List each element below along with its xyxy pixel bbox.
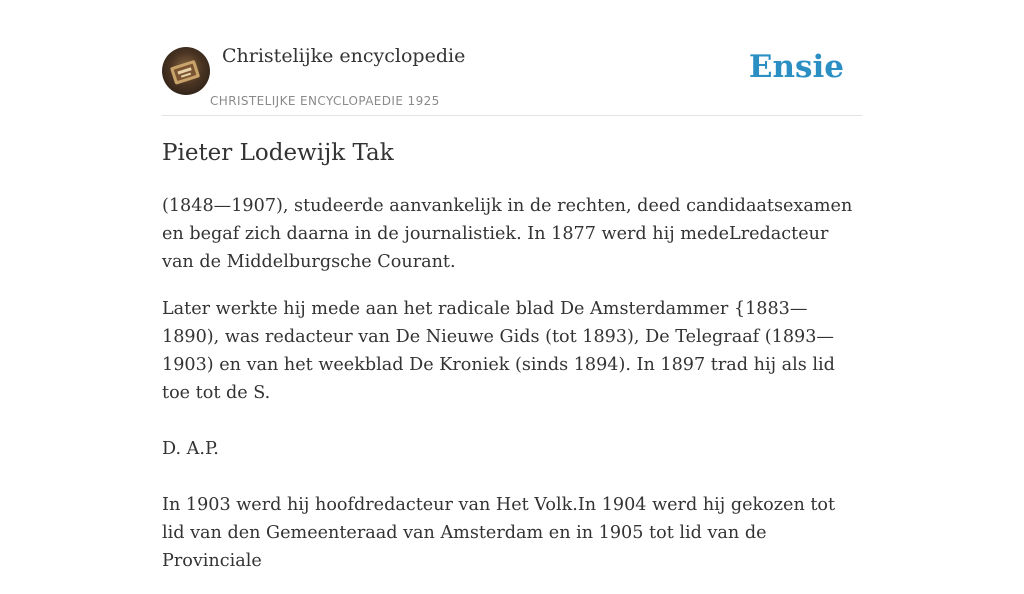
page-container	[162, 0, 862, 571]
site-title[interactable]: Christelijke encyclopedie	[222, 45, 466, 67]
article-paragraph: (1848—1907), studeerde aanvankelijk in de rechten, deed candidaatsexamen en begaf zich daarna in de journalistiek. In 1877 werd hij medeLredacteur van de Middelburgsche Courant.	[162, 196, 853, 272]
site-header	[162, 0, 862, 116]
book-image-graphic	[162, 47, 210, 95]
site-subtitle: CHRISTELIJKE ENCYCLOPAEDIE 1925	[210, 94, 440, 108]
article-body	[162, 192, 862, 594]
article-title: Pieter Lodewijk Tak	[162, 140, 394, 166]
brand-logo-link[interactable]: Ensie	[748, 49, 844, 85]
article-paragraph: Later werkte hij mede aan het radicale blad De Amsterdammer {1883— 1890), was redacteur van De Nieuwe Gids (tot 1893), De Telegraaf (1893—1903) en van het weekblad De Kroniek (sinds 1894). In 1897 trad hij als lid toe tot de S. D. A.P. In 1903 werd hij hoofdredacteur van Het Volk.In 1904 werd hij gekozen tot lid van den Gemeenteraad van Amsterdam en in 1905 tot lid van de Provinciale	[162, 299, 836, 571]
book-image-icon[interactable]	[162, 47, 210, 95]
